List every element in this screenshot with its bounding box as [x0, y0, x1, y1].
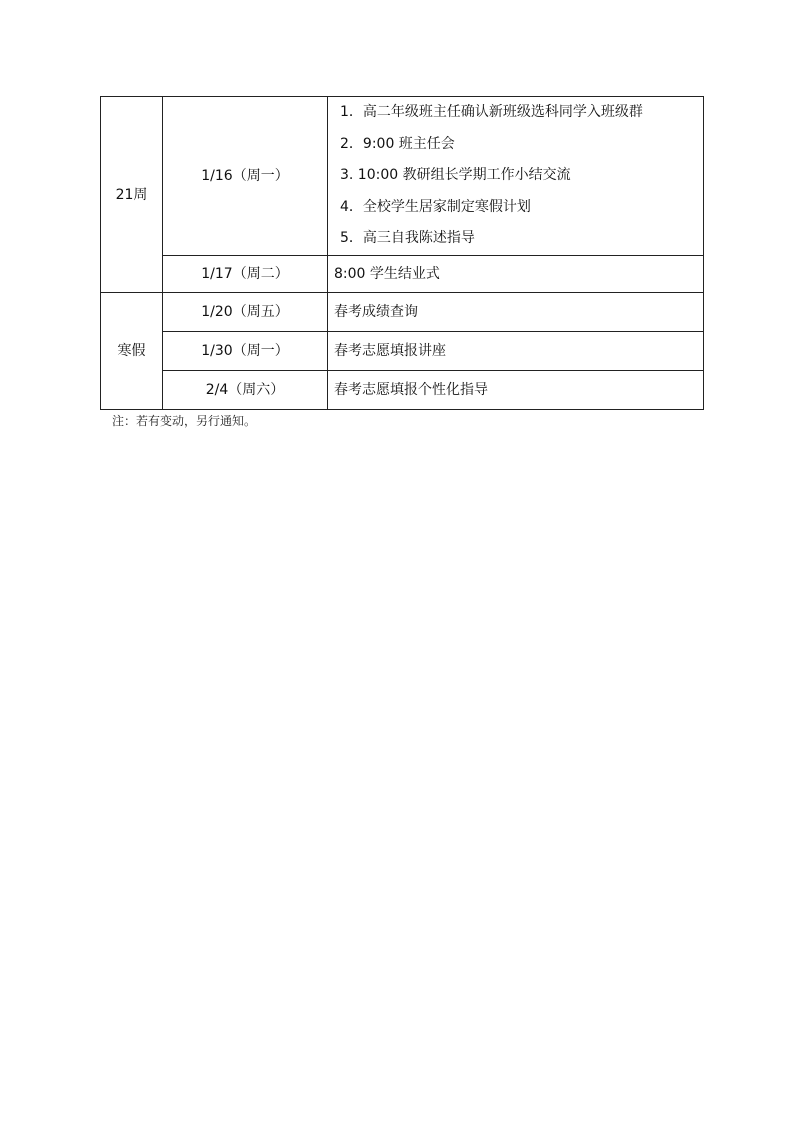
week-cell-winter-break: 寒假	[101, 293, 163, 410]
table-row	[101, 97, 704, 256]
week-cell-21: 21周	[101, 97, 163, 293]
table-row	[101, 256, 704, 293]
footnote: 注：若有变动，另行通知。	[112, 414, 257, 428]
event-list	[334, 97, 703, 255]
table-row	[101, 332, 704, 371]
table-row	[101, 371, 704, 410]
event-cell: 春考成绩查询	[328, 293, 704, 332]
list-item: 4．全校学生居家制定寒假计划	[340, 198, 531, 215]
date-cell: 1/17（周二）	[163, 256, 328, 293]
event-cell: 8:00 学生结业式	[328, 256, 704, 293]
date-cell: 1/16（周一）	[163, 97, 328, 256]
date-cell: 1/30（周一）	[163, 332, 328, 371]
list-item: 5．高三自我陈述指导	[340, 230, 475, 247]
date-cell: 2/4（周六）	[163, 371, 328, 410]
event-cell	[328, 97, 704, 256]
list-item: 3. 10:00 教研组长学期工作小结交流	[340, 167, 571, 184]
event-cell: 春考志愿填报讲座	[328, 332, 704, 371]
list-item: 2．9:00 班主任会	[340, 135, 455, 152]
schedule-table	[100, 96, 704, 410]
date-cell: 1/20（周五）	[163, 293, 328, 332]
event-cell: 春考志愿填报个性化指导	[328, 371, 704, 410]
list-item: 1．高二年级班主任确认新班级选科同学入班级群	[340, 104, 643, 121]
table-row	[101, 293, 704, 332]
